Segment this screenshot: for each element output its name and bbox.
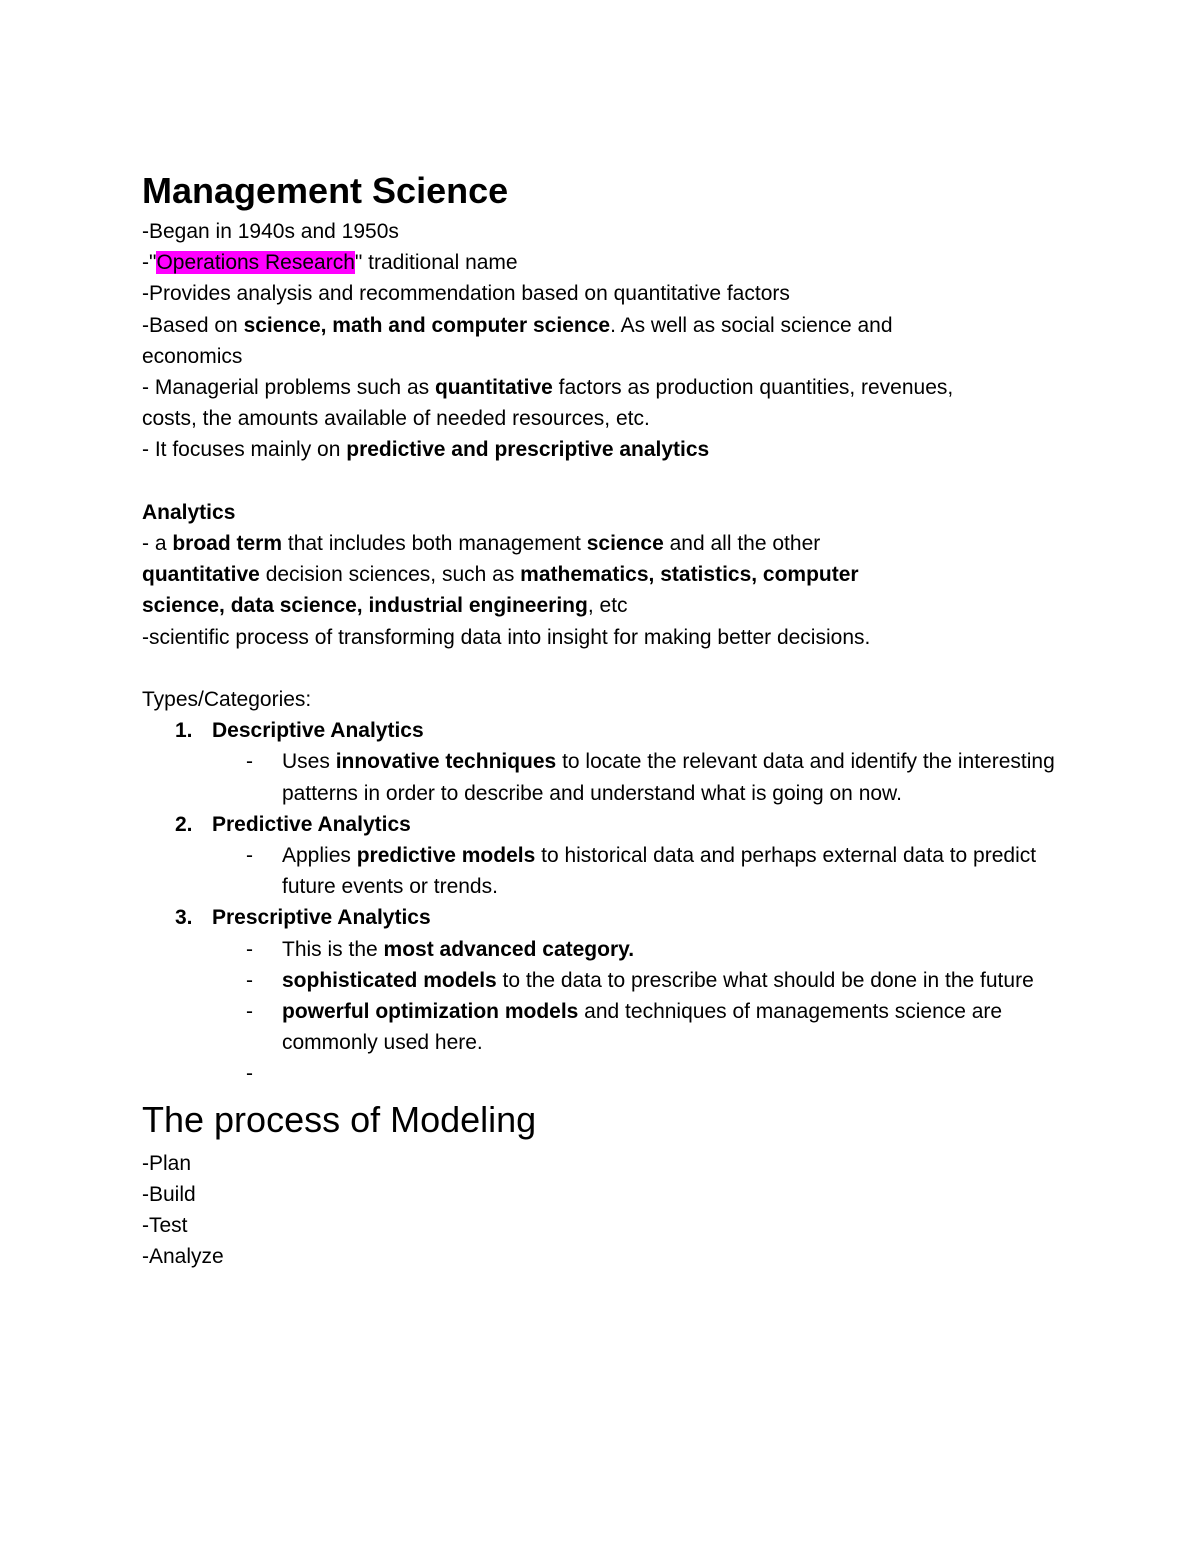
process-step: -Plan [142,1151,192,1175]
dash-marker: - [246,1062,253,1086]
bold-text: science [586,532,664,556]
sub-bullet [142,746,1082,808]
text-fragment: to the data to prescribe what should be done in the future [496,968,1034,992]
text-fragment: Applies [282,844,357,868]
text-line: -Provides analysis and recommendation based on quantitative factors [142,282,790,306]
list-item [142,902,1072,933]
text-fragment: decision sciences, such as [259,563,521,587]
text-fragment: " traditional name [354,251,518,275]
bold-text: predictive and prescriptive analytics [346,438,710,462]
text-line [142,528,1072,559]
text-fragment: and all the other [663,532,821,556]
list-item [142,715,1072,746]
document-page [142,168,1072,1272]
text-fragment: to locate the relevant data and identify the interesting patterns in order to describe and understand what is going on now. [282,750,1055,805]
bold-text: predictive models [356,844,536,868]
text-line [142,590,1072,621]
dash-marker: - [246,750,253,774]
sub-bullet [142,996,1082,1058]
list-number: 1. [175,719,193,743]
text-line: economics [142,344,243,368]
section-title: The process of Modeling [142,1098,537,1140]
text-fragment: , etc [587,594,628,618]
list-item-title: Prescriptive Analytics [212,906,431,930]
text-fragment: This is the [282,937,384,961]
dash-marker: - [246,937,253,961]
highlighted-text: Operations Research [156,251,355,275]
text-line [142,559,1072,590]
text-line [142,434,1072,465]
bold-text: broad term [172,532,283,556]
text-fragment: - Managerial problems such as [142,376,435,400]
bold-text: sophisticated models [282,968,497,992]
section-heading: Analytics [142,500,236,524]
list-number: 2. [175,812,193,836]
bold-text: most advanced category. [383,937,635,961]
bold-text: innovative techniques [335,750,557,774]
text-fragment: Uses [282,750,336,774]
process-step: -Build [142,1182,196,1206]
bold-text: quantitative [142,563,260,587]
dash-marker: - [246,968,253,992]
list-number: 3. [175,906,193,930]
text-line: costs, the amounts available of needed resources, etc. [142,407,650,431]
process-step: -Test [142,1214,188,1238]
sub-bullet [142,934,1082,965]
text-fragment: to historical data and perhaps external data to predict future events or trends. [282,844,1037,899]
text-fragment: factors as production quantities, revenues, [552,376,954,400]
list-item-title: Descriptive Analytics [212,719,424,743]
sub-bullet [142,965,1082,996]
text-line: -Began in 1940s and 1950s [142,220,399,243]
process-step: -Analyze [142,1245,224,1269]
text-line: -scientific process of transforming data into insight for making better decisions. [142,625,871,649]
text-fragment: and techniques of managements science are commonly used here. [282,1000,1003,1055]
page-title: Management Science [142,170,509,211]
bold-text: mathematics, statistics, computer [520,563,859,587]
dash-marker: - [246,844,253,868]
spacer [142,653,1072,684]
dash-marker: - [246,1000,253,1024]
text-fragment: -" [142,251,157,275]
list-item [142,809,1072,840]
text-fragment: - a [142,532,173,556]
text-line [142,310,1072,341]
types-label: Types/Categories: [142,688,312,712]
bold-text: powerful optimization models [282,1000,579,1024]
text-line [142,372,1072,403]
text-fragment: . As well as social science and [610,313,893,337]
list-item-title: Predictive Analytics [212,812,411,836]
text-fragment: - It focuses mainly on [142,438,347,462]
spacer [142,466,1072,497]
text-line [142,247,1072,278]
text-fragment: -Based on [142,313,244,337]
empty-sub-bullet [142,1058,1082,1089]
sub-bullet [142,840,1082,902]
text-fragment: that includes both management [282,532,587,556]
bold-text: science, data science, industrial engineering [142,594,588,618]
bold-text: quantitative [434,376,553,400]
bold-text: science, math and computer science [243,313,611,337]
